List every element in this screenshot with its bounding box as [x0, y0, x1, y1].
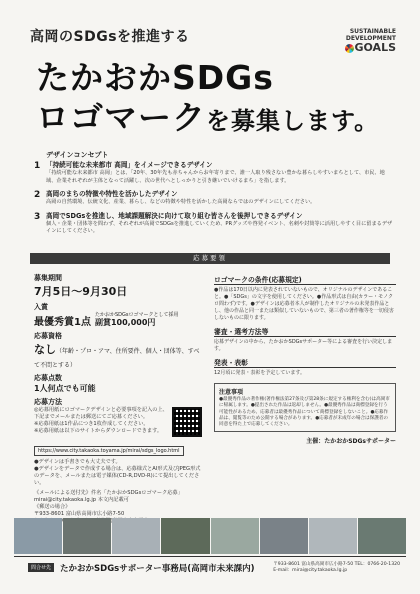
download-url-link[interactable]: https://www.city.takaoka.toyama.jp/mirai/sdgs_logo.html — [34, 446, 184, 456]
title-line1: たかおかSDGs — [36, 58, 274, 97]
prize-main: 最優秀賞1点 — [34, 316, 91, 328]
city-photo — [211, 518, 259, 554]
footer-contact — [273, 562, 400, 574]
post-address: 〒933-8601 富山県高岡市広小路7-50 — [34, 511, 125, 517]
city-photo — [260, 518, 308, 554]
footer — [14, 556, 406, 578]
concept-title: 高岡のまちの特徴や特性を活かしたデザイン — [46, 190, 178, 198]
sdgs-logo — [345, 28, 396, 53]
qualification-value: なし — [34, 343, 56, 356]
header-subtitle: 高岡のSDGsを推進する — [30, 29, 190, 45]
concept-number: 3 — [34, 211, 41, 222]
photo-strip — [14, 518, 406, 554]
bullet-line: ●デザインは手書きでも大丈夫です。 — [34, 459, 121, 465]
judging-text: 応募デザインの中から、たかおかSDGsサポーター等による審査を行い決定します。 — [214, 339, 393, 352]
sdgs-logo-goals: GOALS — [354, 41, 396, 54]
period-value: 7月5日～9月30日 — [34, 285, 128, 298]
footer-tag: 問合せ先 — [28, 563, 54, 572]
count-label: 応募点数 — [34, 374, 62, 382]
title-line2-main: ロゴマーク — [36, 98, 206, 137]
prize-label: 入賞 — [34, 303, 48, 311]
sdgs-logo-line2: DEVELOPMENT — [345, 35, 396, 42]
qualification-note: （年齢・プロ・アマ、住所要件、個人・団体等、すべて不問とする） — [34, 348, 200, 369]
concept-item — [34, 212, 394, 236]
send-label: 《メールによる送付先》件名「たかおかSDGsロゴマーク応募」 — [34, 490, 183, 496]
concept-text: 「持続可能な未来都市 高岡」とは、「20年、30年先も赤ちゃんからお年寄りまで、誰一人取り残さない豊かな暮らしやすいまちとして、市民、地域、企業それぞれが主体となって活躍し、次の世代へとしっかりと引き継いでいけるまち」を指します。 — [46, 170, 385, 184]
footer-office-name: たかおかSDGsサポーター事務局(高岡市未来課内) — [60, 563, 255, 574]
conditions-heading: ロゴマークの条件(応募規定) — [214, 274, 396, 285]
city-photo — [309, 518, 357, 554]
concept-item — [34, 190, 394, 207]
announce-heading: 発表・表彰 — [214, 357, 396, 368]
notes-box — [214, 383, 396, 432]
title-line2 — [36, 92, 379, 139]
method-label: 応募方法 — [34, 398, 62, 406]
notes-text: ●最優秀作品の著作権(著作権法第27条及び第28条に規定する権利を含む)は高岡市に帰属します。●提出された作品は返却しません。●最優秀作品は商標登録を行う可能性があるため、応募者は最優秀作品について商標登録をしないこと。●応募作品は、閲覧等のため公開する場合があります。●応募者が未成年の場合は保護者の同意を得た上で応募してください。 — [219, 397, 390, 428]
city-photo — [358, 518, 406, 554]
city-photo — [63, 518, 111, 554]
qr-code-icon[interactable] — [172, 407, 202, 437]
method-line: ※応募用紙は以下のサイトからダウンロードできます。 — [34, 428, 163, 434]
method-block — [34, 407, 202, 437]
conditions-text: ●作品は170日以内に発表されていないもので、オリジナルのデザインであること。●「SDGs」の文字を使用してください。●作品形式は自由(カラー・モノクロ問わず)です。●デザインは応募者本人が制作したオリジナルの未発表作品とし、他の作品と同一または類似していないもので、第三者の著作権等を一切侵害しないものに限ります。 — [214, 287, 394, 321]
concept-item — [34, 161, 394, 185]
organizer: 主催：たかおかSDGsサポーター — [306, 438, 396, 446]
method-line: ◎応募用紙にロゴマークデザインと必要事項を記入の上、下記までメールまたは郵送にてご応募ください。 — [34, 407, 168, 420]
sdgs-logo-goals-row — [345, 42, 396, 53]
prize-desc: たかおかSDGsロゴマークとして採用 — [94, 312, 179, 318]
judging-heading: 審査・選考方法等 — [214, 326, 396, 337]
concept-heading: デザインコンセプト — [46, 151, 109, 159]
city-photo — [112, 518, 160, 554]
qualification-label: 応募資格 — [34, 332, 62, 340]
concept-number: 1 — [34, 161, 41, 171]
concept-list — [34, 161, 394, 241]
city-photo — [14, 518, 62, 554]
concept-text: 高岡の自然環境、伝統文化、産業、暮らし、などの特徴や特性を活かした高岡ならではのデザインにしてください。 — [46, 199, 316, 205]
concept-text: 個人・企業・団体等を問わず、それぞれが高岡でSDGsを推進していくため、PRグッズや啓発イベント、名刺や封筒等に活用しやすく目に留まるデザインにしてください。 — [46, 220, 393, 234]
footer-contact-line: 〒933-8601 富山県高岡市広小路7-50 TEL：0766-20-1320 — [273, 561, 400, 567]
bullet-line: ●デザインをデータで作成する場合は、応募様式とAI形式及びJPEG形式のデータを、メールまたは電子媒体(CD-R,DVD-R)にて提出してください。 — [34, 466, 201, 486]
prize-row — [34, 312, 202, 328]
concept-title: 「持続可能な未来都市 高岡」をイメージできるデザイン — [46, 161, 213, 169]
sdgs-logo-line1: SUSTAINABLE — [349, 28, 396, 35]
notes-heading: 注意事項 — [219, 389, 244, 396]
footer-contact-line: E-mail：mirai@city.takaoka.lg.jp — [273, 567, 348, 573]
concept-title: 高岡でSDGsを推進し、地域課題解決に向けて取り組む皆さんを後押しできるデザイン — [46, 211, 303, 220]
send-mail: mirai@city.takaoka.lg.jp 本文内記載可 — [34, 497, 129, 503]
concept-number: 2 — [34, 190, 41, 200]
title-line2-suffix: を募集します。 — [206, 107, 380, 135]
period-label: 募集期間 — [34, 274, 62, 282]
section-band: 応募要領 — [30, 253, 390, 264]
guidelines-right-column — [214, 270, 396, 445]
prize-amount: 副賞100,000円 — [94, 318, 156, 327]
post-label: 《郵送の場合》 — [34, 504, 71, 510]
method-line: ※応募用紙は1作品につき1枚作成してください。 — [34, 421, 149, 427]
guidelines-left-column — [34, 270, 202, 525]
qualification-row — [34, 341, 202, 370]
city-photo — [161, 518, 209, 554]
announce-text: 12月頃に発表・表彰を予定しています。 — [214, 370, 305, 376]
count-value: 1人何点でも可能 — [34, 384, 96, 393]
